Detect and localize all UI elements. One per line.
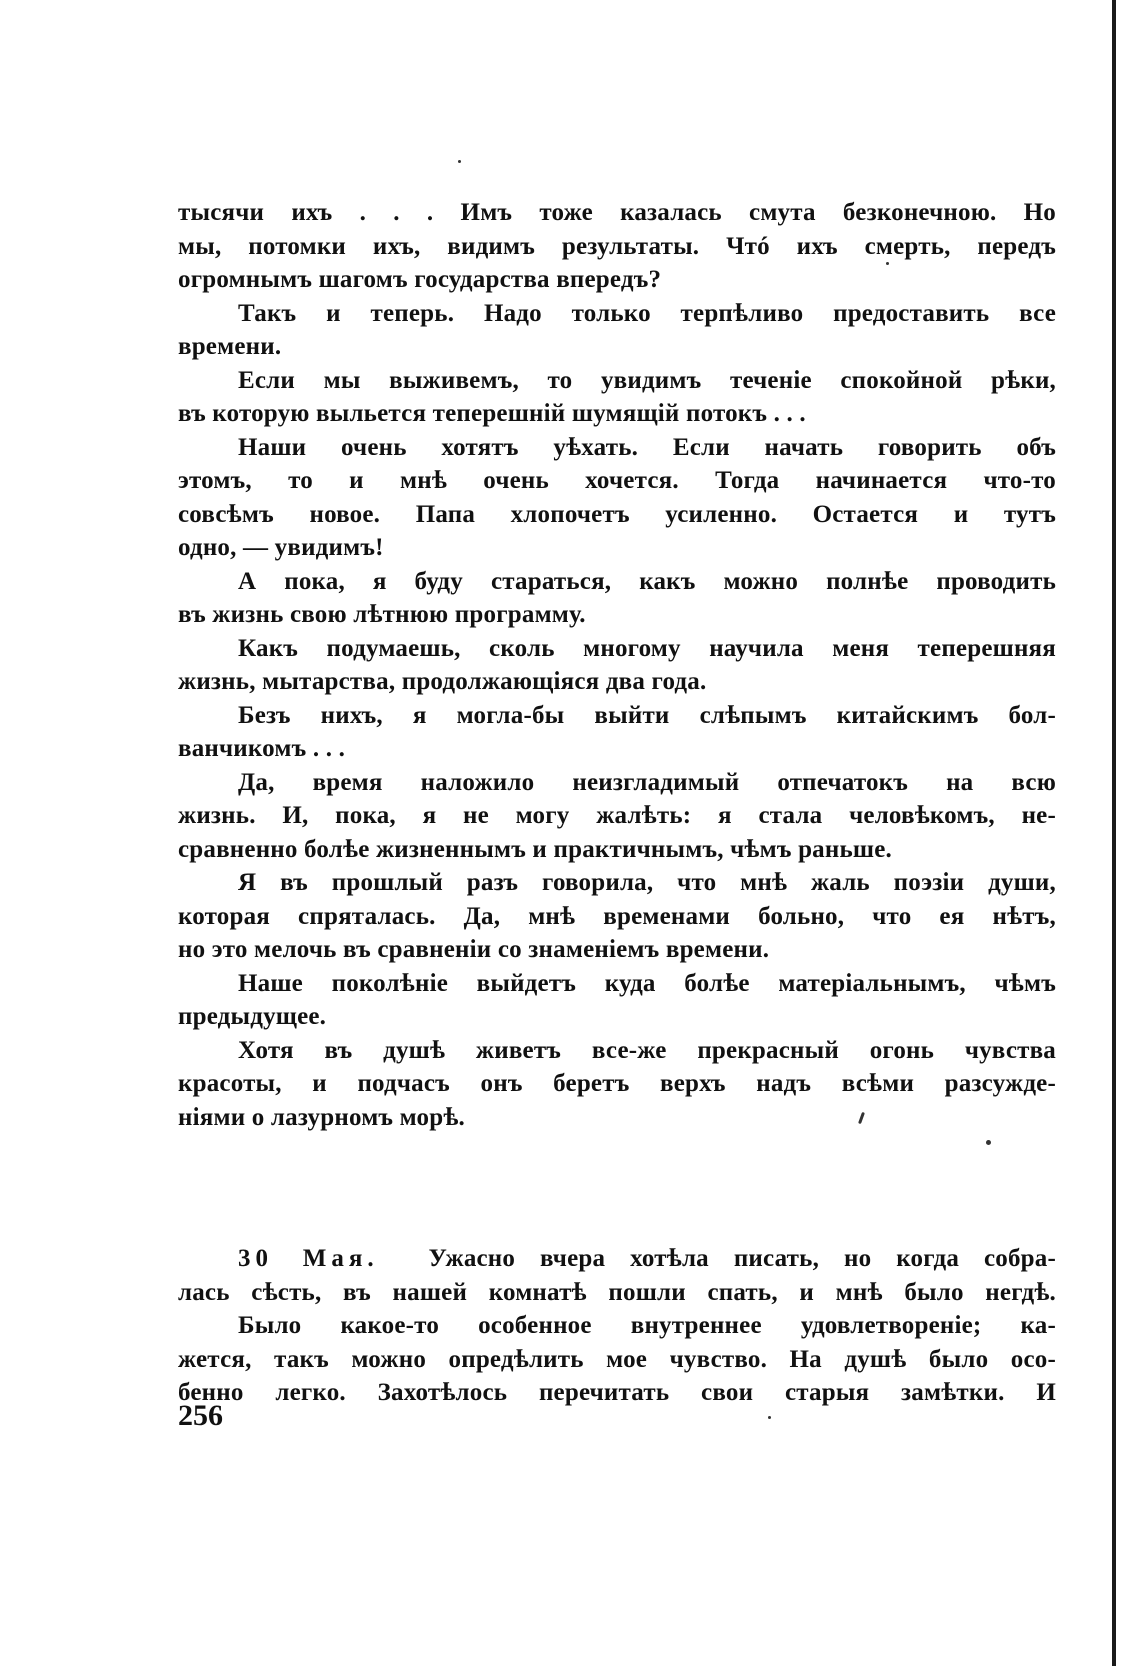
text-line: совсѣмъ новое. Папа хлопочетъ усиленно. Остается и тутъ <box>178 500 1056 528</box>
text-line: А пока, я буду стараться, какъ можно полнѣе проводить <box>238 567 1056 595</box>
text-line: Было какое-то особенное внутреннее удовлетвореніе; ка- <box>238 1312 1056 1339</box>
text-line: жется, такъ можно опредѣлить мое чувство. На душѣ было осо- <box>178 1345 1056 1373</box>
print-speck <box>768 1416 771 1419</box>
page-number: 256 <box>178 1399 223 1432</box>
text-line: времени. <box>178 333 282 360</box>
text-line: жизнь, мытарства, продолжающіяся два года. <box>178 668 707 695</box>
text-line: Да, время наложило неизгладимый отпечатокъ на всю <box>238 768 1056 796</box>
main-text <box>178 196 1056 1410</box>
page-edge-line <box>1112 0 1116 1666</box>
entry-date: 30 Мая. <box>238 1245 379 1272</box>
text-line: тысячи ихъ . . . Имъ тоже казалась смута безконечною. Но <box>178 199 1056 226</box>
text-line: но это мелочь въ сравненіи со знаменіемъ времени. <box>178 936 770 963</box>
text-line: Наше поколѣніе выйдетъ куда болѣе матеріальнымъ, чѣмъ <box>238 969 1056 997</box>
text-line: Я въ прошлый разъ говорила, что мнѣ жаль поэзіи души, <box>238 869 1056 896</box>
text-line: сравненно болѣе жизненнымъ и практичнымъ, чѣмъ раньше. <box>178 835 892 863</box>
text-line: огромнымъ шагомъ государства впередъ? <box>178 266 662 293</box>
text-line: предыдущее. <box>178 1003 327 1030</box>
text-line: Безъ нихъ, я могла-бы выйти слѣпымъ китайскимъ бол- <box>238 701 1056 729</box>
diary-entry-first-line <box>178 1242 1056 1276</box>
text-line: этомъ, то и мнѣ очень хочется. Тогда начинается что-то <box>178 467 1056 494</box>
text-line: жизнь. И, пока, я не могу жалѣть: я стала человѣкомъ, не- <box>178 802 1056 829</box>
text-line: Наши очень хотятъ уѣхать. Если начать говорить объ <box>238 433 1056 461</box>
text-line: ніями о лазурномъ морѣ. <box>178 1103 465 1131</box>
print-speck <box>458 160 461 163</box>
text-line: въ жизнь свою лѣтнюю программу. <box>178 601 586 628</box>
text-line: въ которую выльется теперешній шумящій потокъ . . . <box>178 400 806 427</box>
text-line: Какъ подумаешь, сколь многому научила меня теперешняя <box>238 634 1056 662</box>
text-line: бенно легко. Захотѣлось перечитать свои старыя замѣтки. И <box>178 1379 1056 1406</box>
text-line: Такъ и теперь. Надо только терпѣливо предоставить все <box>238 299 1056 327</box>
text-line: Если мы выживемъ, то увидимъ теченіе спокойной рѣки, <box>238 366 1056 394</box>
text-line: ванчикомъ . . . <box>178 735 346 762</box>
entry-text: Ужасно вчера хотѣла писать, но когда собра- <box>428 1245 1057 1272</box>
text-line: одно, — увидимъ! <box>178 534 384 561</box>
text-line: Хотя въ душѣ живетъ все-же прекрасный огонь чувства <box>238 1036 1056 1064</box>
text-line: которая спряталась. Да, мнѣ временами больно, что ея нѣтъ, <box>178 902 1056 930</box>
text-line: лась сѣсть, въ нашей комнатѣ пошли спать, и мнѣ было негдѣ. <box>178 1278 1056 1306</box>
text-line: мы, потомки ихъ, видимъ результаты. Чтó ихъ смерть, передъ <box>178 232 1056 260</box>
section-gap <box>178 1134 1056 1242</box>
text-line: красоты, и подчасъ онъ беретъ верхъ надъ всѣми разсужде- <box>178 1070 1056 1097</box>
